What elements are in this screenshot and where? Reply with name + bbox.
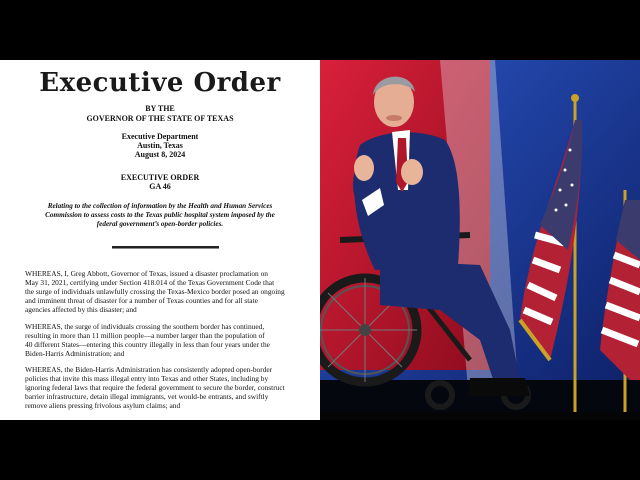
location-line: Austin, Texas [137, 141, 183, 150]
paragraph-line: agencies affected by this disaster; and [25, 305, 137, 314]
paragraph-line: resulting in more than 11 million people—a number larger than the population of [25, 331, 265, 340]
whereas-paragraph-3 [25, 365, 309, 410]
paragraph-line: May 31, 2021, certifying under Section 418.014 of the Texas Government Code that [25, 278, 275, 287]
divider-rule [112, 246, 219, 249]
photo-illustration [320, 60, 640, 412]
paragraph-line: policies that invite this mass illegal entry into Texas and other States, including by [25, 374, 269, 383]
purpose-line: Relating to the collection of information by the Health and Human Services [47, 202, 273, 210]
paragraph-line: WHEREAS, the Biden-Harris Administration has consistently adopted open-border [25, 365, 273, 374]
executive-order-document [0, 60, 320, 420]
paragraph-line: ignoring federal laws that require the federal government to secure the border, construct [25, 383, 285, 392]
date-line: August 8, 2024 [134, 150, 186, 159]
department-line: Executive Department [121, 132, 199, 141]
whereas-paragraph-1 [25, 269, 309, 314]
whereas-paragraph-2 [25, 322, 309, 358]
paragraph-line: Biden-Harris Administration; and [25, 349, 125, 358]
governor-line: GOVERNOR OF THE STATE OF TEXAS [86, 114, 234, 123]
paragraph-line: WHEREAS, I, Greg Abbott, Governor of Texas, issued a disaster proclamation on [25, 269, 268, 278]
order-number: GA 46 [149, 182, 171, 191]
document-title: Executive Order [39, 68, 281, 98]
order-purpose [40, 202, 280, 229]
purpose-line: federal government’s open-border policies. [96, 220, 224, 228]
paragraph-line: barrier infrastructure, detain illegal immigrants, vet would-be entrants, and swiftly [25, 392, 269, 401]
purpose-line: Commission to assess costs to the Texas public hospital system imposed by the [45, 211, 275, 219]
paragraph-line: 40 different States—entering this country illegally in less than four years under the [25, 340, 270, 349]
paragraph-line: the surge of individuals unlawfully crossing the Texas-Mexico border posed an ongoing [25, 287, 285, 296]
by-the-line: BY THE [145, 104, 175, 113]
photo-bottom-strip [320, 412, 640, 420]
governor-photo [320, 60, 640, 412]
order-label: EXECUTIVE ORDER [120, 173, 200, 182]
paragraph-line: remove aliens pressing frivolous asylum claims; and [25, 401, 181, 410]
paragraph-line: and imminent threat of disaster for a number of Texas counties and for all state [25, 296, 258, 305]
paragraph-line: WHEREAS, the surge of individuals crossing the southern border has continued, [25, 322, 265, 331]
